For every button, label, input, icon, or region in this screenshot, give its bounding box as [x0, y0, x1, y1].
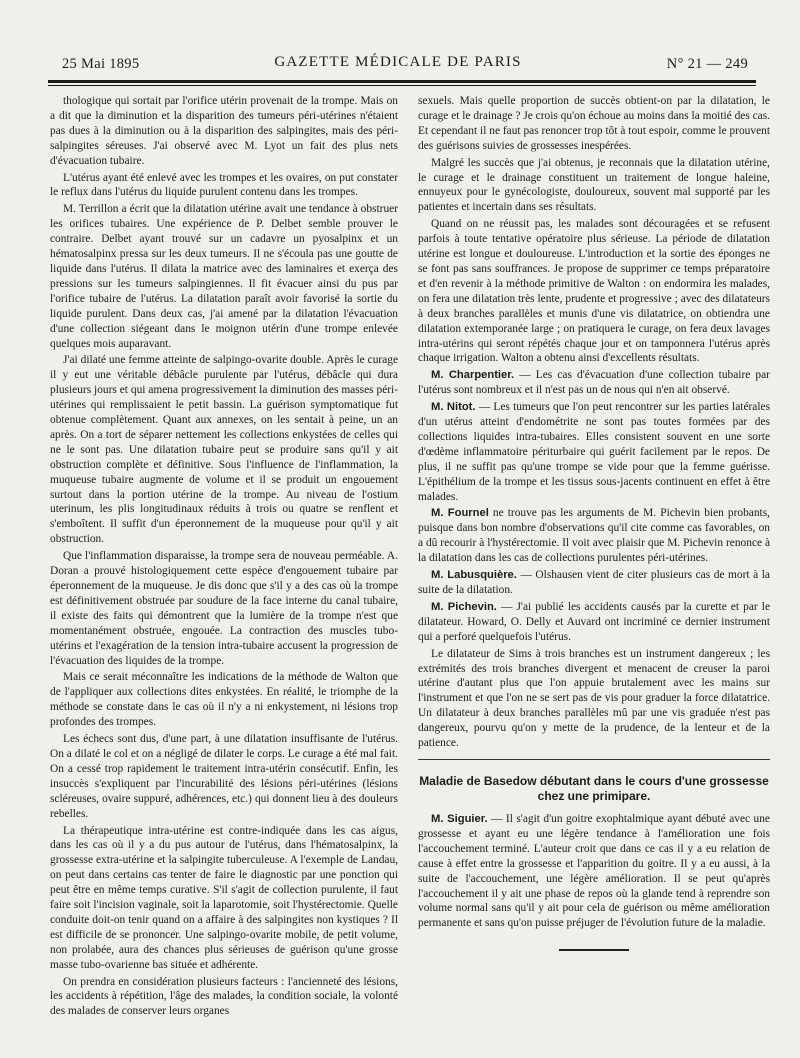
paragraph-text: M. Terrillon a écrit que la dilatation utérine avait une tendance à obstruer les orifices tubaires. Une expérience de P. Delbet semble prouver le contraire. Delbet ayant trouvé sur un cadavre un pyosalpinx et un hématosalpinx pressa sur les deux tumeurs. Il ne s'écoula pas une goutte de liquide dans l'utérus. Il dilata la matrice avec des laminaires et exerça des pressions sur les tumeurs salpingiennes. Il fit évacuer ainsi du pus par l'orifice tubaire de l'utérus. La dilatation paraît avoir favorisé la sortie du liquide purulent. Dans deux cas, j'ai amené par la dilatation l'évacuation d'une collection siégeant dans le moignon utérin d'une trompe enlevée quelques mois auparavant. [50, 203, 398, 350]
paragraph-text: On prendra en considération plusieurs facteurs : l'ancienneté des lésions, les accidents à répétition, l'âge des malades, la condition sociale, la volonté des malades de conserver leurs organes [50, 975, 398, 1018]
speaker-name: M. Charpentier. [431, 369, 515, 382]
paragraph [418, 217, 770, 366]
paragraph [418, 647, 770, 751]
paragraph [50, 824, 398, 973]
speaker-name: M. Siguier. [431, 812, 488, 825]
right-column-report [418, 812, 770, 931]
paragraph-text: J'ai dilaté une femme atteinte de salpingo-ovarite double. Après le curage il y eut une véritable débâcle purulente par l'utérus, débâcle qui dura plusieurs jours et qui amena progressivement la diminution des masses péri-utérines qui remplissaient le petit bassin. La guérison symptomatique fut obtenue complètement. Quant aux annexes, on les sentait à peine, un an après. On a tort de séparer nettement les collections enkystées de celles qui ne le sont pas. Une dilatation tubaire peut se produire sans qu'il y ait obstruction complète et définitive. Sous l'influence de l'inflammation, la muqueuse tubaire augmente de volume et il se produit un engouement surtout dans la portion utérine de la trompe. Au niveau de l'ostium uterinum, les plis longitudinaux réduits à trois ou quatre se renflent et s'emboîtent. Il suffit d'un éperonnement de la muqueuse pour qu'il y ait obstruction. [50, 354, 398, 546]
paragraph-text: ne trouve pas les arguments de M. Pichevin bien probants, puisque dans bon nombre d'observations qu'il cite comme cas favorables, on a dû recourir à l'hystérectomie. Il voit avec plaisir que M. Pichevin renonce à la dilatation dans les cas de collections purulentes péri-utérines. [418, 507, 770, 565]
paragraph [418, 568, 770, 598]
section-divider [418, 759, 770, 760]
paragraph-text: thologique qui sortait par l'orifice utérin provenait de la trompe. Mais on a dit que la diminution et la disparition des tumeurs péri-utérines n'étaient pas dues à la diminution ou à la disparition des salpingites, mais des péri-salpingites séreuses. J'ai observé avec M. Lyot un fait des plus nets d'évacuation tubaire. [50, 95, 398, 167]
journal-title: GAZETTE MÉDICALE DE PARIS [274, 54, 522, 70]
paragraph [50, 670, 398, 730]
section-title: Maladie de Basedow débutant dans le cours d'une grossesse chez une primipare. [419, 773, 769, 803]
paragraph [418, 400, 770, 504]
paragraph [418, 368, 770, 398]
paragraph-text: — Il s'agit d'un goitre exophtalmique ayant débuté avec une grossesse et ayant eu une légère tendance à l'amélioration une fois l'accouchement terminé. L'auteur croit que dans ce cas il y a eu relation de cause à effet entre la grossesse et l'apparition du goitre. Il y a eu aussi, à la suite de l'accouchement, une légère amélioration. Il se peut qu'après l'accouchement il y ait une phase de repos où la glande tend à reprendre son volume normal sans qu'il y ait pour cela de guérison ou même amélioration permanente et sans qu'on puisse préjuger de l'évolution future de la maladie. [418, 812, 770, 930]
right-column-discussion [418, 94, 770, 751]
paragraph [50, 732, 398, 821]
paragraph-text: — Olshausen vient de citer plusieurs cas de mort à la suite de la dilatation. [418, 569, 770, 596]
paragraph [50, 353, 398, 547]
paragraph [418, 94, 770, 154]
paragraph-text: L'utérus ayant été enlevé avec les trompes et les ovaires, on put constater le reflux dans l'utérus du liquide purulent contenu dans les trompes. [50, 171, 398, 199]
paragraph-text: Que l'inflammation disparaisse, la trompe sera de nouveau perméable. A. Doran a prouvé histologiquement cette espèce d'engouement tubaire par éperonnement de la muqueuse. Je dis donc que s'il y a des cas où la trompe est définitivement obstruée par soudure de la face interne du canal tubaire, il existe des faits qui démontrent que la lumière de la trompe n'est que momentanément obstruée, engouée. La contraction des muscles tubo-utérins et l'exagération de la tension intra-tubaire accusent la progression de l'évacuation des liquides de la trompe. [50, 550, 398, 667]
issue-date: 25 Mai 1895 [62, 56, 140, 72]
paragraph-text: Les échecs sont dus, d'une part, à une dilatation insuffisante de l'utérus. On a dilaté le col et on a négligé de dilater le corps. Le curage a été mal fait. On a cessé trop rapidement le traitement intra-utérin consécutif. Enfin, les insuccès s'expliquent par l'incurabilité des lésions péri-utérines (lésions scléreuses, ovaire suppuré, adhérences, etc.) qui donnent lieu à des douleurs rebelles. [50, 733, 398, 820]
paragraph-text: Mais ce serait méconnaître les indications de la méthode de Walton que de l'appliquer aux collections dites enkystées. En réalité, le triomphe de la méthode se constate dans le cas où il n'y a ni enkystement, ni lésions trop profondes des trompes. [50, 671, 398, 729]
speaker-name: M. Pichevin. [431, 600, 497, 613]
left-column [50, 94, 398, 1021]
paragraph-text: Le dilatateur de Sims à trois branches est un instrument dangereux ; les extrémités des trois branches divergent et menacent de creuser la paroi utérine d'autant plus que l'on appuie brutalement avec les mains sur l'instrument et que l'on ne se sert pas de vis pour graduer la force dilatatrice. Un dilatateur à deux branches parallèles mû par une vis graduée n'est pas dangereux, pourvu qu'on y mette de la prudence, de la lenteur et de la patience. [418, 647, 770, 750]
right-column [418, 94, 770, 951]
paragraph-text: — Les tumeurs que l'on peut rencontrer sur les parties latérales d'un utérus atteint d'endométrite ne sont pas toutes formées par des collections liquides intra-tubaires. Elles consistent souvent en une sorte d'œdème inflammatoire périturbaire qui guérit facilement par le repos. De plus, il ne suffit pas qu'une trompe se vide pour que la femme guérisse. L'épithélium de la trompe et les tissus sous-jacents continuent en effet à être malades. [418, 401, 770, 503]
paragraph [50, 202, 398, 351]
paragraph [418, 600, 770, 645]
paragraph-text: La thérapeutique intra-utérine est contre-indiquée dans les cas aigus, dans les cas où il y a du pus autour de l'utérus, dans l'hématosalpinx, la grossesse extra-utérine et la salpingite tuberculeuse. A l'exemple de Landau, on peut dans certains cas tenter de faire le diagnostic par une ponction qui peut être en même temps curative. S'il s'agit de collection purulente, il faut faire soit l'incision vaginale, soit la laparotomie, soit l'hystérectomie. Quelle conduite doit-on tenir quand on a affaire à des salpingites non kystiques ? Il est difficile de se prononcer. Une salpingo-ovarite mobile, de petit volume, non prolabée, aura des chances plus sérieuses de guérison qu'une grosse masse tubo-ovarienne bas située et adhérente. [50, 824, 398, 971]
paragraph [418, 506, 770, 566]
speaker-name: M. Nitot. [431, 401, 476, 414]
paragraph [50, 171, 398, 201]
paragraph [50, 549, 398, 668]
paragraph-text: Malgré les succès que j'ai obtenus, je reconnais que la dilatation utérine, le curage et le drainage constituent un traitement de longue haleine, ennuyeux pour le gynécologiste, douloureux, souvent mal supporté par les patientes et incertain dans ses résultats. [418, 156, 770, 214]
speaker-name: M. Fournel [431, 507, 489, 520]
paragraph [50, 94, 398, 169]
end-rule [559, 949, 629, 951]
page-header [48, 52, 748, 78]
paragraph [418, 812, 770, 931]
page-number: N° 21 — 249 [666, 56, 748, 72]
paragraph-text: — Les cas d'évacuation d'une collection tubaire par l'utérus sont nombreux et il n'est pas un de nous qui n'en ait observé. [418, 369, 770, 397]
paragraph-text: — J'ai publié les accidents causés par la curette et par le dilatateur. Howard, O. Delly et Auvard ont incriminé ce dernier instrument qui a perforé quelquefois l'utérus. [418, 600, 771, 643]
paragraph-text: sexuels. Mais quelle proportion de succès obtient-on par la dilatation, le curage et le drainage ? Je crois qu'on échoue au moins dans la moitié des cas. Et cependant il ne faut pas renoncer trop tôt à tout espoir, comme le prouvent des guérisons suivies de grossesses inespérées. [418, 95, 770, 152]
speaker-name: M. Labusquière. [431, 569, 517, 582]
paragraph [418, 156, 770, 216]
paragraph-text: Quand on ne réussit pas, les malades sont découragées et se refusent parfois à toute tentative opératoire plus sérieuse. La période de dilatation utérine est longue et douloureuse. L'introduction et la sortie des éponges ne se font pas sans souffrances. Je propose de supprimer ce temps préparatoire et d'en revenir à la méthode primitive de Walton : on endormira les malades, on fera une dilatation très lente, prudente et progressive ; avec des dilatateurs à deux branches parallèles et munis d'une vis dilatatrice, on obtiendra une dilatation extemporanée large ; on pratiquera le curage, on fera deux lavages intra-utérins qui seront répétés chaque jour et on tamponnera l'utérus après chaque irrigation. Walton a obtenu ainsi d'excellents résultats. [418, 218, 770, 365]
paragraph [50, 975, 398, 1020]
header-rule [48, 80, 756, 86]
